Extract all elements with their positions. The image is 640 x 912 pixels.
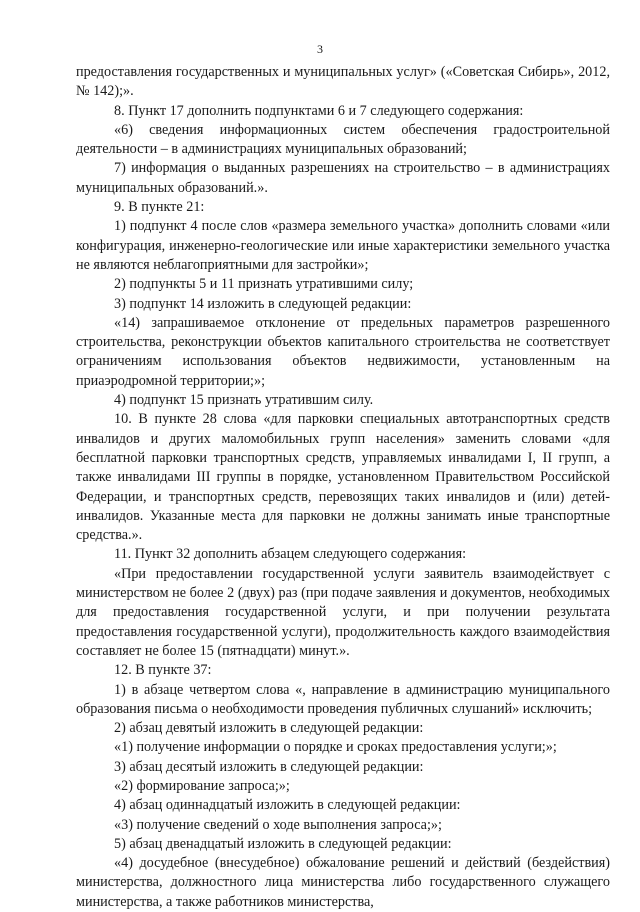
- paragraph: 3) подпункт 14 изложить в следующей редакции:: [114, 295, 412, 312]
- paragraph: «1) получение информации о порядке и сроках предоставления услуги;»;: [114, 739, 557, 756]
- paragraph: предоставления государственных и муниципальных услуг» («Советская Сибирь», 2012, № 142);».: [76, 64, 610, 100]
- paragraph: «6) сведения информационных систем обеспечения градостроительной деятельности – в администрациях муниципальных образований;: [76, 121, 610, 158]
- paragraph: «4) досудебное (внесудебное) обжалование решений и действий (бездействия) министерства, должностного лица министерства либо государственного служащего министерства, а также работников министерства,: [76, 855, 610, 910]
- paragraph: 3) абзац десятый изложить в следующей редакции:: [114, 758, 424, 775]
- paragraph: 11. Пункт 32 дополнить абзацем следующего содержания:: [114, 546, 467, 563]
- paragraph: «2) формирование запроса;»;: [114, 777, 290, 794]
- paragraph: 12. В пункте 37:: [114, 662, 212, 679]
- paragraph: «14) запрашиваемое отклонение от предельных параметров разрешенного строительства, реконструкции объектов капитального строительства не соответствует ограничениям использования объектов недвижимости, установленным на приаэродромной территории;»;: [76, 314, 610, 389]
- paragraph: 8. Пункт 17 дополнить подпунктами 6 и 7 следующего содержания:: [114, 102, 524, 119]
- paragraph: 2) абзац девятый изложить в следующей редакции:: [114, 720, 424, 737]
- paragraph: «3) получение сведений о ходе выполнения запроса;»;: [114, 816, 442, 833]
- paragraph: 7) информация о выданных разрешениях на строительство – в администрациях муниципальных образований.».: [76, 160, 610, 196]
- paragraph: 5) абзац двенадцатый изложить в следующей редакции:: [114, 835, 452, 852]
- page-number: 3: [317, 42, 323, 56]
- paragraph: 4) абзац одиннадцатый изложить в следующей редакции:: [114, 797, 461, 814]
- paragraph: 2) подпункты 5 и 11 признать утратившими силу;: [114, 276, 414, 293]
- paragraph: 9. В пункте 21:: [114, 199, 205, 216]
- paragraph: 10. В пункте 28 слова «для парковки специальных автотранспортных средств инвалидов и других маломобильных групп населения» заменить словами «для бесплатной парковки транспортных средств, управляемых инвалидами I, II групп, а также инвалидами III группы в порядке, установленном Правительством Российской Федерации, и транспортных средств, перевозящих таких инвалидов и (или) детей-инвалидов. Указанные места для парковки не должны занимать иные транспортные средства.».: [76, 411, 610, 544]
- document-body: [76, 63, 610, 912]
- paragraph: 4) подпункт 15 признать утратившим силу.: [114, 392, 374, 409]
- paragraph: 1) подпункт 4 после слов «размера земельного участка» дополнить словами «или конфигурация, инженерно-геологические или иные характеристики земельного участка не являются неблагоприятными для застройки»;: [76, 218, 610, 273]
- paragraph: 1) в абзаце четвертом слова «, направление в администрацию муниципального образования письма о необходимости проведения публичных слушаний» исключить;: [76, 681, 610, 717]
- paragraph: «При предоставлении государственной услуги заявитель взаимодействует с министерством не более 2 (двух) раз (при подаче заявления и документов, необходимых для предоставления государственной услуги, и при получении результата предоставления государственной услуги), продолжительность каждого взаимодействия составляет не более 15 (пятнадцати) минут.».: [76, 565, 610, 659]
